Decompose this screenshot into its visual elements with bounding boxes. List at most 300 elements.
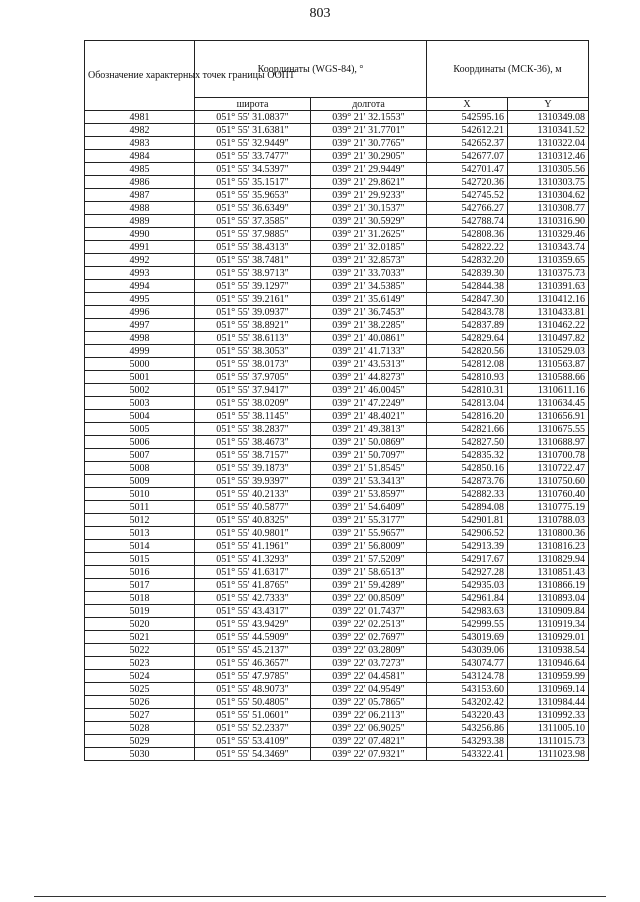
point-id-cell: 5007	[85, 449, 195, 462]
latitude-cell: 051° 55' 39.9397"	[195, 475, 311, 488]
x-cell: 543256.86	[427, 722, 508, 735]
x-cell: 543202.42	[427, 696, 508, 709]
x-cell: 542835.32	[427, 449, 508, 462]
table-row	[85, 592, 589, 605]
latitude-cell: 051° 55' 38.6113"	[195, 332, 311, 345]
point-id-cell: 5021	[85, 631, 195, 644]
latitude-cell: 051° 55' 41.1961"	[195, 540, 311, 553]
longitude-cell: 039° 21' 38.2285"	[311, 319, 427, 332]
longitude-cell: 039° 22' 04.9549"	[311, 683, 427, 696]
latitude-cell: 051° 55' 36.6349"	[195, 202, 311, 215]
x-cell: 542677.07	[427, 150, 508, 163]
table-row	[85, 683, 589, 696]
longitude-cell: 039° 22' 01.7437"	[311, 605, 427, 618]
point-id-cell: 5002	[85, 384, 195, 397]
latitude-cell: 051° 55' 43.9429"	[195, 618, 311, 631]
latitude-cell: 051° 55' 42.7333"	[195, 592, 311, 605]
point-id-cell: 5010	[85, 488, 195, 501]
x-cell: 542745.52	[427, 189, 508, 202]
x-cell: 543019.69	[427, 631, 508, 644]
longitude-cell: 039° 21' 29.9233"	[311, 189, 427, 202]
point-id-cell: 4990	[85, 228, 195, 241]
y-cell: 1310946.64	[508, 657, 589, 670]
point-id-cell: 4995	[85, 293, 195, 306]
y-cell: 1310700.78	[508, 449, 589, 462]
latitude-cell: 051° 55' 44.5909"	[195, 631, 311, 644]
header-msk36: Координаты (МСК-36), м	[427, 41, 589, 98]
longitude-cell: 039° 21' 33.7033"	[311, 267, 427, 280]
table-row	[85, 410, 589, 423]
y-cell: 1310341.52	[508, 124, 589, 137]
y-cell: 1310800.36	[508, 527, 589, 540]
latitude-cell: 051° 55' 46.3657"	[195, 657, 311, 670]
point-id-cell: 4993	[85, 267, 195, 280]
longitude-cell: 039° 21' 30.5929"	[311, 215, 427, 228]
longitude-cell: 039° 22' 06.2113"	[311, 709, 427, 722]
point-id-cell: 4984	[85, 150, 195, 163]
x-cell: 542983.63	[427, 605, 508, 618]
table-row	[85, 566, 589, 579]
table-row	[85, 176, 589, 189]
longitude-cell: 039° 21' 48.4021"	[311, 410, 427, 423]
x-cell: 542873.76	[427, 475, 508, 488]
latitude-cell: 051° 55' 38.3053"	[195, 345, 311, 358]
table-row	[85, 241, 589, 254]
longitude-cell: 039° 21' 43.5313"	[311, 358, 427, 371]
table-row	[85, 280, 589, 293]
point-id-cell: 5004	[85, 410, 195, 423]
point-id-cell: 4997	[85, 319, 195, 332]
table-row	[85, 189, 589, 202]
latitude-cell: 051° 55' 38.7157"	[195, 449, 311, 462]
point-id-cell: 5014	[85, 540, 195, 553]
longitude-cell: 039° 21' 57.5209"	[311, 553, 427, 566]
latitude-cell: 051° 55' 41.3293"	[195, 553, 311, 566]
y-cell: 1311023.98	[508, 748, 589, 761]
x-cell: 542843.78	[427, 306, 508, 319]
latitude-cell: 051° 55' 50.4805"	[195, 696, 311, 709]
point-id-cell: 5012	[85, 514, 195, 527]
x-cell: 542961.84	[427, 592, 508, 605]
x-cell: 542701.47	[427, 163, 508, 176]
table-row	[85, 527, 589, 540]
latitude-cell: 051° 55' 38.7481"	[195, 254, 311, 267]
longitude-cell: 039° 21' 32.1553"	[311, 111, 427, 124]
longitude-cell: 039° 21' 40.0861"	[311, 332, 427, 345]
table-row	[85, 631, 589, 644]
table-row	[85, 293, 589, 306]
point-id-cell: 5025	[85, 683, 195, 696]
longitude-cell: 039° 21' 34.5385"	[311, 280, 427, 293]
latitude-cell: 051° 55' 35.9653"	[195, 189, 311, 202]
table-row	[85, 553, 589, 566]
latitude-cell: 051° 55' 51.0601"	[195, 709, 311, 722]
latitude-cell: 051° 55' 37.9885"	[195, 228, 311, 241]
table-row	[85, 657, 589, 670]
y-cell: 1310750.60	[508, 475, 589, 488]
latitude-cell: 051° 55' 48.9073"	[195, 683, 311, 696]
longitude-cell: 039° 21' 56.8009"	[311, 540, 427, 553]
latitude-cell: 051° 55' 38.2837"	[195, 423, 311, 436]
y-cell: 1311015.73	[508, 735, 589, 748]
table-row	[85, 540, 589, 553]
latitude-cell: 051° 55' 35.1517"	[195, 176, 311, 189]
table-row	[85, 306, 589, 319]
point-id-cell: 4992	[85, 254, 195, 267]
page-number: 803	[309, 6, 331, 21]
point-id-cell: 5029	[85, 735, 195, 748]
table-row	[85, 644, 589, 657]
y-cell: 1310305.56	[508, 163, 589, 176]
y-cell: 1310375.73	[508, 267, 589, 280]
point-id-cell: 5008	[85, 462, 195, 475]
point-id-cell: 4983	[85, 137, 195, 150]
latitude-cell: 051° 55' 54.3469"	[195, 748, 311, 761]
table-row	[85, 358, 589, 371]
y-cell: 1310984.44	[508, 696, 589, 709]
point-id-cell: 5015	[85, 553, 195, 566]
header-point: Обозначение характерных точек границы ООПТ	[85, 41, 195, 111]
latitude-cell: 051° 55' 52.2337"	[195, 722, 311, 735]
longitude-cell: 039° 22' 03.2809"	[311, 644, 427, 657]
x-cell: 542832.20	[427, 254, 508, 267]
y-cell: 1310611.16	[508, 384, 589, 397]
table-row	[85, 397, 589, 410]
latitude-cell: 051° 55' 31.6381"	[195, 124, 311, 137]
table-row	[85, 150, 589, 163]
x-cell: 542894.08	[427, 501, 508, 514]
table-row	[85, 202, 589, 215]
longitude-cell: 039° 21' 32.0185"	[311, 241, 427, 254]
longitude-cell: 039° 21' 36.7453"	[311, 306, 427, 319]
x-cell: 542901.81	[427, 514, 508, 527]
latitude-cell: 051° 55' 38.4673"	[195, 436, 311, 449]
longitude-cell: 039° 21' 59.4289"	[311, 579, 427, 592]
table-row	[85, 423, 589, 436]
longitude-cell: 039° 21' 30.1537"	[311, 202, 427, 215]
y-cell: 1310588.66	[508, 371, 589, 384]
x-cell: 542766.27	[427, 202, 508, 215]
table-row	[85, 254, 589, 267]
point-id-cell: 4985	[85, 163, 195, 176]
point-id-cell: 5023	[85, 657, 195, 670]
x-cell: 542906.52	[427, 527, 508, 540]
latitude-cell: 051° 55' 39.1297"	[195, 280, 311, 293]
table-row	[85, 228, 589, 241]
longitude-cell: 039° 21' 30.7765"	[311, 137, 427, 150]
table-row	[85, 319, 589, 332]
point-id-cell: 5030	[85, 748, 195, 761]
longitude-cell: 039° 21' 29.8621"	[311, 176, 427, 189]
latitude-cell: 051° 55' 40.2133"	[195, 488, 311, 501]
table-row	[85, 722, 589, 735]
y-cell: 1310391.63	[508, 280, 589, 293]
x-cell: 542652.37	[427, 137, 508, 150]
y-cell: 1310866.19	[508, 579, 589, 592]
point-id-cell: 5019	[85, 605, 195, 618]
x-cell: 542595.16	[427, 111, 508, 124]
y-cell: 1310909.84	[508, 605, 589, 618]
y-cell: 1310322.04	[508, 137, 589, 150]
table-row	[85, 514, 589, 527]
table-row	[85, 709, 589, 722]
longitude-cell: 039° 21' 58.6513"	[311, 566, 427, 579]
y-cell: 1310938.54	[508, 644, 589, 657]
header-latitude: широта	[195, 98, 311, 111]
y-cell: 1310312.46	[508, 150, 589, 163]
latitude-cell: 051° 55' 38.8921"	[195, 319, 311, 332]
longitude-cell: 039° 21' 46.0045"	[311, 384, 427, 397]
latitude-cell: 051° 55' 41.8765"	[195, 579, 311, 592]
table-row	[85, 111, 589, 124]
table-row	[85, 345, 589, 358]
x-cell: 542822.22	[427, 241, 508, 254]
y-cell: 1311005.10	[508, 722, 589, 735]
y-cell: 1310829.94	[508, 553, 589, 566]
x-cell: 542612.21	[427, 124, 508, 137]
y-cell: 1310329.46	[508, 228, 589, 241]
y-cell: 1310433.81	[508, 306, 589, 319]
point-id-cell: 4988	[85, 202, 195, 215]
y-cell: 1310308.77	[508, 202, 589, 215]
table-row	[85, 488, 589, 501]
table-row	[85, 579, 589, 592]
table-row	[85, 605, 589, 618]
point-id-cell: 5013	[85, 527, 195, 540]
longitude-cell: 039° 21' 44.8273"	[311, 371, 427, 384]
x-cell: 542927.28	[427, 566, 508, 579]
point-id-cell: 5011	[85, 501, 195, 514]
latitude-cell: 051° 55' 31.0837"	[195, 111, 311, 124]
y-cell: 1310775.19	[508, 501, 589, 514]
header-y: Y	[508, 98, 589, 111]
table-row	[85, 267, 589, 280]
x-cell: 542917.67	[427, 553, 508, 566]
x-cell: 542844.38	[427, 280, 508, 293]
y-cell: 1310893.04	[508, 592, 589, 605]
x-cell: 542812.08	[427, 358, 508, 371]
y-cell: 1310359.65	[508, 254, 589, 267]
x-cell: 542821.66	[427, 423, 508, 436]
longitude-cell: 039° 21' 53.8597"	[311, 488, 427, 501]
table-row	[85, 384, 589, 397]
point-id-cell: 5026	[85, 696, 195, 709]
longitude-cell: 039° 22' 02.7697"	[311, 631, 427, 644]
footer-divider	[34, 896, 606, 897]
x-cell: 542999.55	[427, 618, 508, 631]
table-row	[85, 137, 589, 150]
y-cell: 1310760.40	[508, 488, 589, 501]
y-cell: 1310497.82	[508, 332, 589, 345]
point-id-cell: 5027	[85, 709, 195, 722]
latitude-cell: 051° 55' 43.4317"	[195, 605, 311, 618]
longitude-cell: 039° 21' 47.2249"	[311, 397, 427, 410]
latitude-cell: 051° 55' 38.0173"	[195, 358, 311, 371]
y-cell: 1310919.34	[508, 618, 589, 631]
x-cell: 543074.77	[427, 657, 508, 670]
latitude-cell: 051° 55' 38.0209"	[195, 397, 311, 410]
x-cell: 542720.36	[427, 176, 508, 189]
point-id-cell: 5006	[85, 436, 195, 449]
y-cell: 1310304.62	[508, 189, 589, 202]
longitude-cell: 039° 22' 03.7273"	[311, 657, 427, 670]
point-id-cell: 4986	[85, 176, 195, 189]
x-cell: 542827.50	[427, 436, 508, 449]
table-row	[85, 696, 589, 709]
x-cell: 543153.60	[427, 683, 508, 696]
header-longitude: долгота	[311, 98, 427, 111]
latitude-cell: 051° 55' 37.3585"	[195, 215, 311, 228]
table-row	[85, 163, 589, 176]
header-x: X	[427, 98, 508, 111]
x-cell: 542847.30	[427, 293, 508, 306]
y-cell: 1310412.16	[508, 293, 589, 306]
longitude-cell: 039° 22' 04.4581"	[311, 670, 427, 683]
table-row	[85, 462, 589, 475]
table-row	[85, 371, 589, 384]
longitude-cell: 039° 21' 29.9449"	[311, 163, 427, 176]
point-id-cell: 5022	[85, 644, 195, 657]
point-id-cell: 5018	[85, 592, 195, 605]
y-cell: 1310788.03	[508, 514, 589, 527]
x-cell: 542808.36	[427, 228, 508, 241]
point-id-cell: 5017	[85, 579, 195, 592]
x-cell: 543124.78	[427, 670, 508, 683]
x-cell: 543293.38	[427, 735, 508, 748]
longitude-cell: 039° 21' 51.8545"	[311, 462, 427, 475]
longitude-cell: 039° 21' 31.7701"	[311, 124, 427, 137]
x-cell: 542839.30	[427, 267, 508, 280]
table-row	[85, 735, 589, 748]
latitude-cell: 051° 55' 53.4109"	[195, 735, 311, 748]
x-cell: 542788.74	[427, 215, 508, 228]
x-cell: 542882.33	[427, 488, 508, 501]
longitude-cell: 039° 21' 49.3813"	[311, 423, 427, 436]
longitude-cell: 039° 21' 55.3177"	[311, 514, 427, 527]
table-row	[85, 475, 589, 488]
longitude-cell: 039° 21' 32.8573"	[311, 254, 427, 267]
point-id-cell: 5020	[85, 618, 195, 631]
point-id-cell: 5009	[85, 475, 195, 488]
point-id-cell: 5003	[85, 397, 195, 410]
coordinates-table	[84, 40, 589, 761]
latitude-cell: 051° 55' 41.6317"	[195, 566, 311, 579]
longitude-cell: 039° 22' 05.7865"	[311, 696, 427, 709]
y-cell: 1310722.47	[508, 462, 589, 475]
x-cell: 542816.20	[427, 410, 508, 423]
table-row	[85, 436, 589, 449]
latitude-cell: 051° 55' 34.5397"	[195, 163, 311, 176]
longitude-cell: 039° 22' 02.2513"	[311, 618, 427, 631]
table-row	[85, 670, 589, 683]
table-row	[85, 618, 589, 631]
x-cell: 542850.16	[427, 462, 508, 475]
point-id-cell: 4991	[85, 241, 195, 254]
point-id-cell: 4994	[85, 280, 195, 293]
point-id-cell: 5001	[85, 371, 195, 384]
latitude-cell: 051° 55' 40.9801"	[195, 527, 311, 540]
table-row	[85, 449, 589, 462]
x-cell: 542813.04	[427, 397, 508, 410]
longitude-cell: 039° 21' 53.3413"	[311, 475, 427, 488]
longitude-cell: 039° 21' 54.6409"	[311, 501, 427, 514]
longitude-cell: 039° 22' 07.9321"	[311, 748, 427, 761]
x-cell: 542810.31	[427, 384, 508, 397]
latitude-cell: 051° 55' 38.9713"	[195, 267, 311, 280]
point-id-cell: 5016	[85, 566, 195, 579]
longitude-cell: 039° 21' 31.2625"	[311, 228, 427, 241]
y-cell: 1310343.74	[508, 241, 589, 254]
latitude-cell: 051° 55' 40.8325"	[195, 514, 311, 527]
point-id-cell: 5028	[85, 722, 195, 735]
table-row	[85, 332, 589, 345]
x-cell: 542829.64	[427, 332, 508, 345]
longitude-cell: 039° 21' 35.6149"	[311, 293, 427, 306]
point-id-cell: 5005	[85, 423, 195, 436]
latitude-cell: 051° 55' 45.2137"	[195, 644, 311, 657]
longitude-cell: 039° 21' 41.7133"	[311, 345, 427, 358]
point-id-cell: 4982	[85, 124, 195, 137]
y-cell: 1310349.08	[508, 111, 589, 124]
table-row	[85, 124, 589, 137]
x-cell: 542810.93	[427, 371, 508, 384]
point-id-cell: 4996	[85, 306, 195, 319]
y-cell: 1310969.14	[508, 683, 589, 696]
y-cell: 1310688.97	[508, 436, 589, 449]
point-id-cell: 4981	[85, 111, 195, 124]
latitude-cell: 051° 55' 39.2161"	[195, 293, 311, 306]
table-body	[85, 111, 589, 761]
y-cell: 1310316.90	[508, 215, 589, 228]
y-cell: 1310563.87	[508, 358, 589, 371]
x-cell: 543039.06	[427, 644, 508, 657]
table-row	[85, 748, 589, 761]
y-cell: 1310656.91	[508, 410, 589, 423]
latitude-cell: 051° 55' 47.9785"	[195, 670, 311, 683]
latitude-cell: 051° 55' 39.0937"	[195, 306, 311, 319]
latitude-cell: 051° 55' 40.5877"	[195, 501, 311, 514]
point-id-cell: 5024	[85, 670, 195, 683]
longitude-cell: 039° 22' 06.9025"	[311, 722, 427, 735]
x-cell: 543220.43	[427, 709, 508, 722]
longitude-cell: 039° 21' 30.2905"	[311, 150, 427, 163]
header-wgs84: Координаты (WGS-84), °	[195, 41, 427, 98]
x-cell: 542820.56	[427, 345, 508, 358]
longitude-cell: 039° 21' 55.9657"	[311, 527, 427, 540]
point-id-cell: 4989	[85, 215, 195, 228]
table-row	[85, 501, 589, 514]
point-id-cell: 4999	[85, 345, 195, 358]
latitude-cell: 051° 55' 37.9417"	[195, 384, 311, 397]
latitude-cell: 051° 55' 38.1145"	[195, 410, 311, 423]
y-cell: 1310529.03	[508, 345, 589, 358]
longitude-cell: 039° 21' 50.0869"	[311, 436, 427, 449]
latitude-cell: 051° 55' 39.1873"	[195, 462, 311, 475]
y-cell: 1310959.99	[508, 670, 589, 683]
x-cell: 542913.39	[427, 540, 508, 553]
y-cell: 1310851.43	[508, 566, 589, 579]
longitude-cell: 039° 21' 50.7097"	[311, 449, 427, 462]
x-cell: 543322.41	[427, 748, 508, 761]
longitude-cell: 039° 22' 00.8509"	[311, 592, 427, 605]
point-id-cell: 4998	[85, 332, 195, 345]
latitude-cell: 051° 55' 33.7477"	[195, 150, 311, 163]
point-id-cell: 4987	[85, 189, 195, 202]
latitude-cell: 051° 55' 32.9449"	[195, 137, 311, 150]
longitude-cell: 039° 22' 07.4821"	[311, 735, 427, 748]
y-cell: 1310929.01	[508, 631, 589, 644]
table-row	[85, 215, 589, 228]
